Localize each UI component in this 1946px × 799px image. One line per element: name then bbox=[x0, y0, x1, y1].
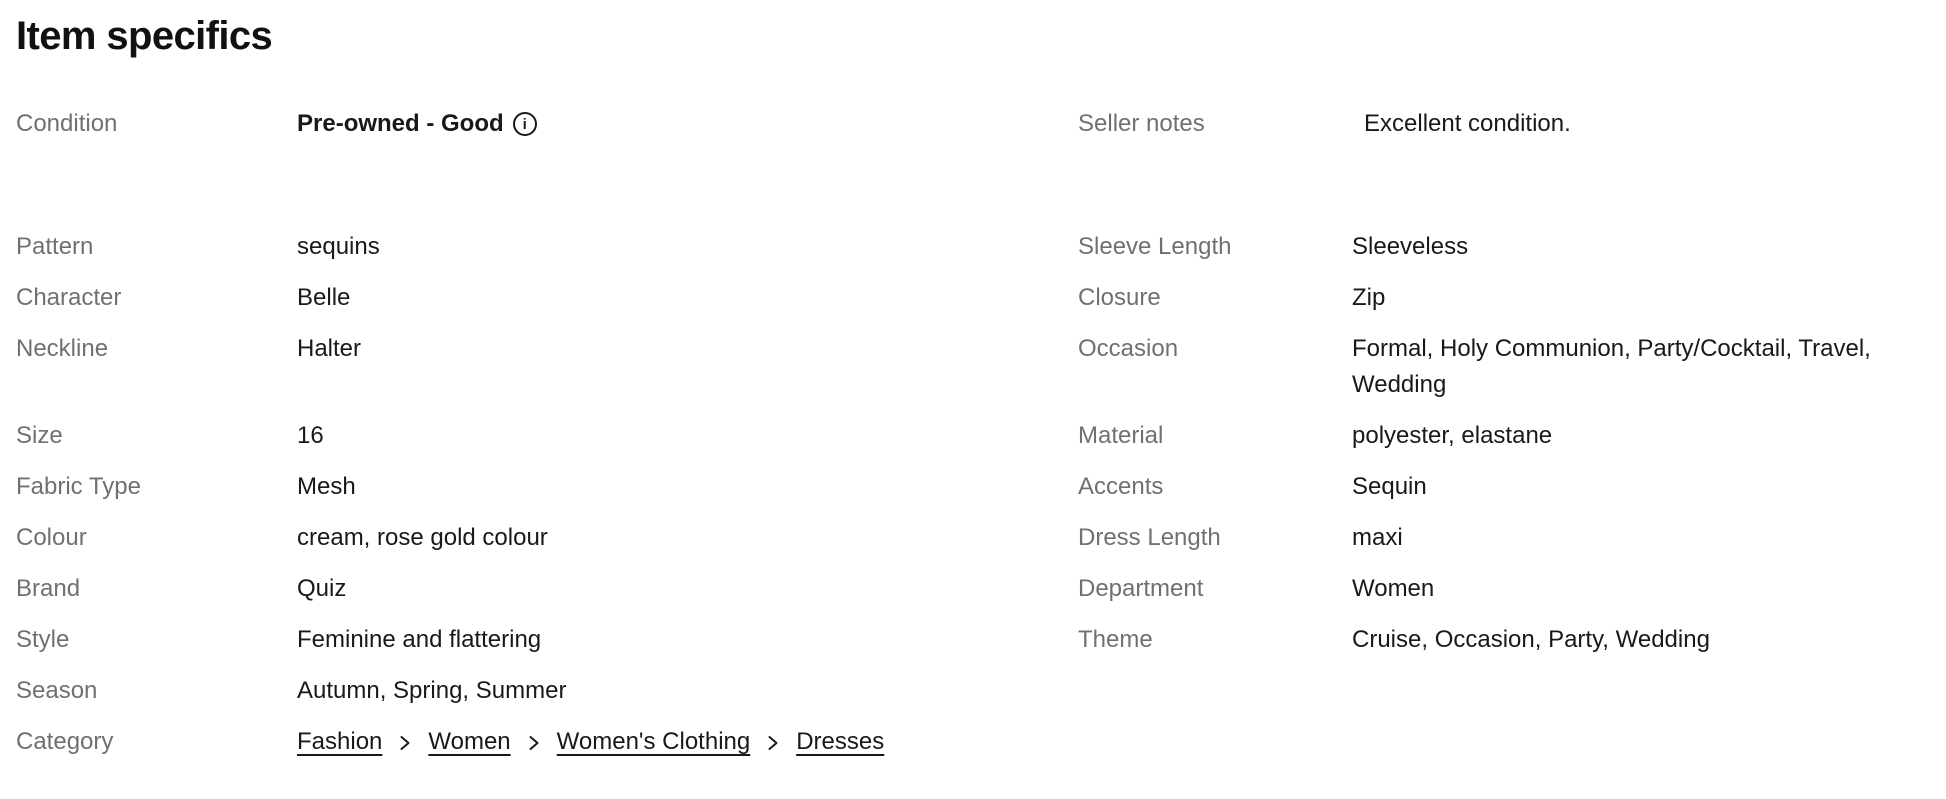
spec-row-neckline-occasion bbox=[16, 331, 1930, 418]
spec-row-character-closure bbox=[16, 280, 1930, 331]
spec-row-pattern-sleeve-length bbox=[16, 229, 1930, 280]
spec-value: Formal, Holy Communion, Party/Cocktail, Travel, Wedding bbox=[1352, 335, 1871, 398]
spec-label: Material bbox=[1078, 422, 1164, 449]
spec-row-brand-department bbox=[16, 571, 1930, 622]
spec-row-style-theme bbox=[16, 622, 1930, 673]
spec-value: Halter bbox=[297, 335, 362, 362]
category-link-women[interactable]: Women bbox=[428, 728, 511, 755]
category-link-dresses[interactable]: Dresses bbox=[796, 728, 885, 755]
spec-label bbox=[1078, 724, 1352, 760]
spec-value: Women bbox=[1352, 575, 1435, 602]
spec-row-fabric-type-accents bbox=[16, 469, 1930, 520]
spec-label: Style bbox=[16, 626, 70, 653]
spec-value: Zip bbox=[1352, 284, 1386, 311]
spec-value: cream, rose gold colour bbox=[297, 524, 548, 551]
spec-value: Autumn, Spring, Summer bbox=[297, 677, 567, 704]
spec-label: Pattern bbox=[16, 233, 94, 260]
condition-row bbox=[16, 106, 1930, 142]
seller-notes-value: Excellent condition. bbox=[1364, 110, 1571, 137]
spec-value: Mesh bbox=[297, 473, 356, 500]
spec-label bbox=[1078, 673, 1352, 709]
spec-label: Accents bbox=[1078, 473, 1164, 500]
spec-label: Dress Length bbox=[1078, 524, 1221, 551]
spec-label: Season bbox=[16, 677, 98, 704]
spec-value: Sleeveless bbox=[1352, 233, 1469, 260]
spec-label: Fabric Type bbox=[16, 473, 141, 500]
spec-label: Occasion bbox=[1078, 335, 1179, 362]
spec-label: Colour bbox=[16, 524, 87, 551]
spec-value bbox=[1352, 673, 1930, 709]
category-breadcrumb bbox=[297, 724, 1078, 760]
spec-value: Cruise, Occasion, Party, Wedding bbox=[1352, 626, 1710, 653]
spec-label: Brand bbox=[16, 575, 81, 602]
spec-row-category bbox=[16, 724, 1930, 775]
spec-value: 16 bbox=[297, 422, 324, 449]
chevron-right-icon bbox=[399, 731, 411, 753]
chevron-right-icon bbox=[528, 731, 540, 753]
spec-value: sequins bbox=[297, 233, 380, 260]
spec-value: polyester, elastane bbox=[1352, 422, 1553, 449]
spec-label: Theme bbox=[1078, 626, 1153, 653]
spec-label: Neckline bbox=[16, 335, 109, 362]
spec-row-size-material bbox=[16, 418, 1930, 469]
spec-row-colour-dress-length bbox=[16, 520, 1930, 571]
spec-value bbox=[1352, 724, 1930, 760]
spec-value: maxi bbox=[1352, 524, 1403, 551]
category-link-womens-clothing[interactable]: Women's Clothing bbox=[556, 728, 751, 755]
spec-label: Department bbox=[1078, 575, 1204, 602]
spec-label: Sleeve Length bbox=[1078, 233, 1232, 260]
spec-value: Feminine and flattering bbox=[297, 626, 542, 653]
category-link-fashion[interactable]: Fashion bbox=[297, 728, 383, 755]
chevron-right-icon bbox=[767, 731, 779, 753]
spec-value: Sequin bbox=[1352, 473, 1427, 500]
spec-value: Quiz bbox=[297, 575, 347, 602]
spec-row-season bbox=[16, 673, 1930, 724]
item-specifics-panel bbox=[0, 12, 1946, 775]
specifics-grid bbox=[16, 229, 1930, 775]
seller-notes-label: Seller notes bbox=[1078, 110, 1205, 137]
spec-label: Character bbox=[16, 284, 122, 311]
category-label: Category bbox=[16, 728, 114, 755]
spec-value: Belle bbox=[297, 284, 351, 311]
condition-value bbox=[297, 106, 1078, 142]
info-icon[interactable]: i bbox=[513, 112, 537, 136]
condition-label: Condition bbox=[16, 110, 118, 137]
page-title: Item specifics bbox=[16, 14, 273, 58]
spec-label: Size bbox=[16, 422, 63, 449]
spec-label: Closure bbox=[1078, 284, 1161, 311]
condition-value-text: Pre-owned - Good bbox=[297, 110, 504, 137]
